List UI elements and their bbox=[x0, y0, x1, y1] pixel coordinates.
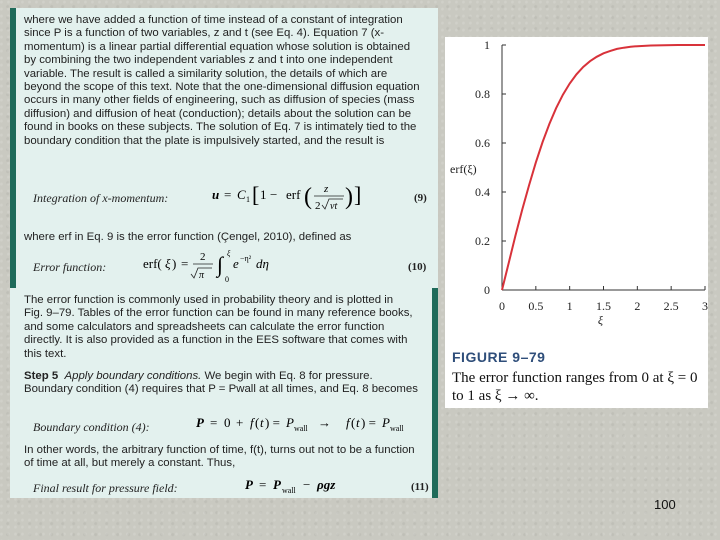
svg-text:1: 1 bbox=[260, 187, 267, 202]
svg-text:=: = bbox=[210, 415, 218, 430]
figure-caption: The error function ranges from 0 at ξ = 0 to 1 as ξ → ∞. bbox=[452, 370, 698, 404]
svg-text:]: ] bbox=[354, 182, 362, 207]
y-tick-label: 0.8 bbox=[475, 87, 490, 101]
paragraph-arbitrary-function: In other words, the arbitrary function of time, f(t), turns out not to be a function of time at all, but merely a constant. Thus, bbox=[24, 444, 415, 470]
svg-text:e: e bbox=[233, 256, 239, 271]
svg-text:(: ( bbox=[304, 184, 312, 210]
paragraph-error-function: The error function is commonly used in probability theory and is plotted in Fig. 9–79. Tables of the error function can be found in many reference books, and some calculators and spreadsheets can calculate the error function directly. It is also provided as a function in the EES software that comes with this text. bbox=[24, 294, 413, 360]
bc-formula bbox=[196, 412, 426, 436]
x-tick-label: 2 bbox=[634, 299, 641, 313]
x-tick-label: 0.5 bbox=[528, 299, 544, 313]
accent-bar-bottom bbox=[432, 288, 438, 498]
svg-text:2: 2 bbox=[315, 200, 321, 212]
y-tick-label: 0.2 bbox=[475, 234, 490, 248]
svg-text:P: P bbox=[286, 415, 294, 430]
y-tick-label: 0.4 bbox=[475, 185, 490, 199]
svg-text:): ) bbox=[172, 256, 177, 271]
svg-text:νt: νt bbox=[330, 201, 338, 212]
x-tick-label: 3 bbox=[702, 299, 708, 313]
svg-text:ξ: ξ bbox=[227, 249, 231, 258]
erf-series-line bbox=[502, 45, 705, 290]
svg-text:−η²: −η² bbox=[240, 254, 252, 263]
paragraph-similarity: where we have added a function of time instead of a constant of integration since P is a function of two variables, z and t (see Eq. 4). Equation 7 (x-momentum) is a linear partial differential equation whose solution is obtained by combining the two independent variables z and t into one independent variable. The result is called a similarity solution, the details of which are beyond the scope of this text. Note that the one-dimensional diffusion equation occurs in many other fields of engineering, such as diffusion of species (mass diffusion) and diffusion of heat (conduction); details about the solution can be found in books on these subjects. The solution of Eq. 7 is intimately tied to the boundary condition that the plate is impulsively started, and the result is bbox=[24, 14, 420, 147]
svg-text:P: P bbox=[245, 477, 253, 492]
svg-text:2: 2 bbox=[200, 251, 206, 263]
x-axis-label: ξ bbox=[597, 313, 604, 327]
erf-chart bbox=[445, 37, 708, 337]
eq10-formula bbox=[143, 244, 313, 288]
svg-text:(: ( bbox=[351, 415, 356, 430]
accent-bar-top bbox=[10, 8, 16, 288]
svg-text:ξ: ξ bbox=[165, 256, 171, 271]
paragraph-erf-definition: where erf in Eq. 9 is the error function (Çengel, 2010), defined as bbox=[24, 231, 352, 243]
figure-title: FIGURE 9–79 bbox=[452, 349, 546, 365]
svg-text:+: + bbox=[236, 415, 244, 430]
svg-text:f: f bbox=[250, 415, 254, 430]
bc-label: Boundary condition (4): bbox=[33, 420, 150, 434]
x-tick-label: 0 bbox=[499, 299, 505, 313]
svg-text:=: = bbox=[259, 477, 267, 492]
svg-text:) =: ) = bbox=[265, 415, 280, 430]
svg-text:=: = bbox=[181, 256, 189, 271]
svg-text:1: 1 bbox=[246, 195, 250, 204]
step5-paragraph bbox=[24, 370, 424, 397]
eq10-number: (10) bbox=[408, 261, 427, 273]
svg-text:t: t bbox=[356, 415, 360, 430]
y-tick-label: 1 bbox=[484, 38, 490, 52]
y-tick-label: 0.6 bbox=[475, 136, 490, 150]
svg-text:wall: wall bbox=[390, 424, 404, 433]
svg-text:wall: wall bbox=[282, 486, 296, 495]
y-axis-label: erf(ξ) bbox=[450, 162, 477, 176]
svg-text:[: [ bbox=[252, 182, 260, 207]
svg-text:∫: ∫ bbox=[217, 252, 224, 277]
svg-text:−: − bbox=[303, 477, 311, 492]
svg-text:π: π bbox=[199, 270, 205, 281]
step5-text: We begin with Eq. 8 for pressure. Boundary condition (4) requires that P = Pwall at all times, and Eq. 8 becomes bbox=[24, 370, 418, 396]
svg-text:dη: dη bbox=[256, 256, 269, 271]
svg-text:(: ( bbox=[255, 415, 260, 430]
svg-text:−: − bbox=[270, 187, 278, 202]
step5-title: Apply boundary conditions. bbox=[64, 370, 202, 382]
svg-text:0: 0 bbox=[225, 275, 229, 284]
page-number: 100 bbox=[654, 497, 676, 512]
svg-text:P: P bbox=[382, 415, 390, 430]
eq11-formula bbox=[245, 474, 365, 496]
x-tick-label: 2.5 bbox=[663, 299, 679, 313]
y-tick-label: 0 bbox=[484, 283, 490, 297]
svg-text:P: P bbox=[273, 477, 281, 492]
svg-text:ρgz: ρgz bbox=[317, 477, 336, 492]
svg-text:=: = bbox=[224, 187, 232, 202]
x-tick-label: 1 bbox=[566, 299, 573, 313]
svg-text:z: z bbox=[324, 183, 329, 195]
svg-text:C: C bbox=[237, 187, 246, 202]
svg-text:u: u bbox=[212, 187, 220, 202]
svg-text:): ) bbox=[345, 184, 353, 210]
eq10-label: Error function: bbox=[33, 260, 107, 274]
svg-text:erf: erf bbox=[286, 187, 301, 202]
svg-text:f: f bbox=[346, 415, 350, 430]
eq11-label: Final result for pressure field: bbox=[33, 481, 178, 495]
eq11-number: (11) bbox=[411, 481, 429, 493]
eq9-formula bbox=[212, 178, 372, 218]
eq9-number: (9) bbox=[414, 192, 427, 204]
svg-text:P: P bbox=[196, 415, 204, 430]
svg-text:erf(: erf( bbox=[143, 256, 162, 271]
svg-text:t: t bbox=[260, 415, 264, 430]
step5-heading: Step 5 bbox=[24, 370, 59, 382]
svg-text:) =: ) = bbox=[361, 415, 376, 430]
svg-text:wall: wall bbox=[294, 424, 308, 433]
svg-text:→: → bbox=[318, 415, 331, 430]
x-tick-label: 1.5 bbox=[596, 299, 611, 313]
svg-text:0: 0 bbox=[224, 415, 231, 430]
eq9-label: Integration of x-momentum: bbox=[33, 191, 169, 205]
